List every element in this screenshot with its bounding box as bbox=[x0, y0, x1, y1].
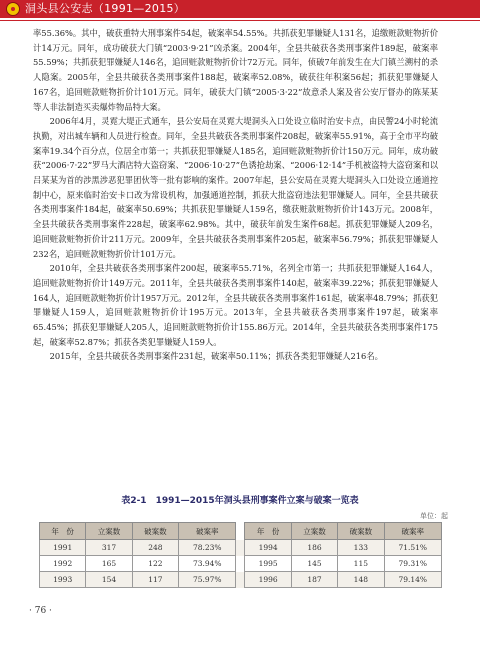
table-caption: 表2-1 1991—2015年洞头县刑事案件立案与破案一览表 bbox=[121, 496, 359, 506]
table-cell: 1994 bbox=[245, 540, 291, 556]
column-header: 立案数 bbox=[86, 523, 132, 540]
table-cell: 117 bbox=[132, 572, 178, 588]
running-header bbox=[0, 0, 480, 18]
header-rule bbox=[0, 20, 480, 21]
column-divider bbox=[236, 572, 245, 588]
paragraph: 率55.36%。其中，破获重特大刑事案件54起，破案率54.55%。共抓获犯罪嫌疑人131名，追缴赃款赃物折价计14万元。同年，成功破获大门镇“2003·9·21”凶杀案。2004年，全县共破获各类刑事案件189起，破案率55.59%；共抓获犯罪嫌疑人146名，追回赃款赃物折价计72万元。同年，侦破7年前发生在大门镇兰溯村的杀人隐案。2005年，全县共破获各类刑事案件188起，破案率52.08%，破获往年积案56起；抓获犯罪嫌疑人167名，追回赃款赃物折价计101万元。同年，破获大门镇“2005·3·22”故意杀人案及省公安厅督办的陈某某等人非法制造买卖爆炸物品特大案。 bbox=[33, 28, 438, 112]
column-header: 破案率 bbox=[384, 523, 441, 540]
table-cell: 75.97% bbox=[179, 572, 236, 588]
column-header: 破案数 bbox=[132, 523, 178, 540]
table-cell: 1992 bbox=[40, 556, 86, 572]
table-cell: 1995 bbox=[245, 556, 291, 572]
table-cell: 248 bbox=[132, 540, 178, 556]
table-cell: 133 bbox=[338, 540, 384, 556]
case-statistics-table bbox=[39, 522, 442, 588]
body-text bbox=[33, 26, 438, 364]
table-cell: 78.23% bbox=[179, 540, 236, 556]
table-cell: 154 bbox=[86, 572, 132, 588]
table-unit: 单位：起 bbox=[420, 512, 448, 520]
table-header-row bbox=[40, 523, 442, 540]
table-cell: 115 bbox=[338, 556, 384, 572]
table-cell: 122 bbox=[132, 556, 178, 572]
column-header: 立案数 bbox=[291, 523, 337, 540]
column-header: 年 份 bbox=[245, 523, 291, 540]
table-row bbox=[40, 540, 442, 556]
police-emblem-icon bbox=[6, 2, 20, 16]
table-cell: 186 bbox=[291, 540, 337, 556]
table-cell: 71.51% bbox=[384, 540, 441, 556]
table-cell: 79.14% bbox=[384, 572, 441, 588]
paragraph: 2006年4月，灵霓大堤正式通车，县公安局在灵霓大堤洞头入口处设立临时治安卡点，由民警24小时轮流执勤，对出城车辆和人员进行检查。同年，全县共破获各类刑事案件208起，破案率55.91%，高于全市平均破案率19.34个百分点，位居全市第一；共抓获犯罪嫌疑人185名，追回赃款赃物折价计150万元。同年，成功破获“2006·7·22”罗马大酒店特大盗窃案、“2006·10·27”色诱抢劫案、“2006·12·14”手机被盗特大盗窃案和以吕某某为首的涉黑涉恶犯罪团伙等一批有影响的案件。2007年起，县公安局在灵霓大堤洞头入口处设立通道控制中心，原来临时治安卡口改为常设机构，加强通道控制，抓获大批盗窃违法犯罪嫌疑人。同年，全县共破获各类刑事案件184起，破案率50.69%；共抓获犯罪嫌疑人159名，缴获赃款赃物折价计143万元。2008年，全县共破获各类刑事案件228起，破案率62.98%。其中，破获年前发生案件68起。抓获犯罪嫌疑人209名，追回赃款赃物折价计211万元。2009年，全县共破获各类刑事案件205起，破案率56.79%；抓获犯罪嫌疑人232名，追回赃款赃物折价计101万元。 bbox=[33, 116, 438, 259]
table-row bbox=[40, 572, 442, 588]
paragraph: 2010年，全县共破获各类刑事案件200起，破案率55.71%，名列全市第一；共抓获犯罪嫌疑人164人，追回赃款赃物折价计149万元。2011年，全县共破获各类刑事案件140起，破案率39.22%；抓获犯罪嫌疑人164人，追回赃款赃物折价计1957万元。2012年，全县共破获各类刑事案件161起，破案率48.79%；抓获犯罪嫌疑人159人，追回赃款赃物折价计195万元。2013年，全县共破获各类刑事案件197起，破案率65.45%；抓获犯罪嫌疑人205人，追回赃款赃物折价计155.86万元。2014年，全县共破获各类刑事案件175起，破案率52.87%；抓获各类犯罪嫌疑人159人。 bbox=[33, 263, 438, 347]
column-divider bbox=[236, 523, 245, 540]
table-cell: 79.31% bbox=[384, 556, 441, 572]
table-cell: 1993 bbox=[40, 572, 86, 588]
table-cell: 1991 bbox=[40, 540, 86, 556]
table-cell: 187 bbox=[291, 572, 337, 588]
page-number: · 76 · bbox=[29, 606, 52, 616]
table-cell: 145 bbox=[291, 556, 337, 572]
column-header: 年 份 bbox=[40, 523, 86, 540]
column-header: 破案数 bbox=[338, 523, 384, 540]
table-cell: 1996 bbox=[245, 572, 291, 588]
table-row bbox=[40, 556, 442, 572]
book-title: 洞头县公安志（1991—2015） bbox=[25, 2, 186, 15]
table-cell: 148 bbox=[338, 572, 384, 588]
table-cell: 317 bbox=[86, 540, 132, 556]
table-cell: 165 bbox=[86, 556, 132, 572]
column-header: 破案率 bbox=[179, 523, 236, 540]
column-divider bbox=[236, 556, 245, 572]
column-divider bbox=[236, 540, 245, 556]
table-cell: 73.94% bbox=[179, 556, 236, 572]
paragraph: 2015年，全县共破获各类刑事案件231起，破案率50.11%；抓获各类犯罪嫌疑人216名。 bbox=[49, 351, 383, 362]
